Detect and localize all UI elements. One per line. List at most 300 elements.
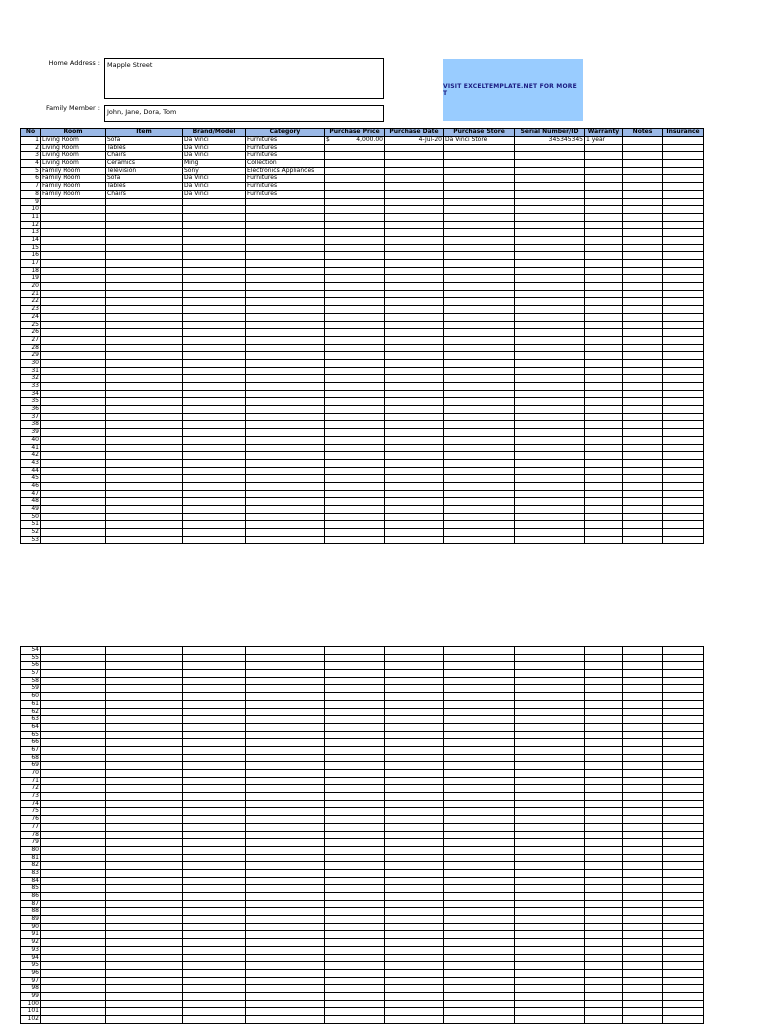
cell-date[interactable] [385,275,444,283]
cell-category[interactable] [246,916,325,924]
cell-brand[interactable] [183,306,246,314]
cell-no[interactable]: 36 [21,406,41,414]
cell-notes[interactable] [623,677,663,685]
cell-category[interactable] [246,275,325,283]
cell-category[interactable] [246,823,325,831]
cell-room[interactable] [41,647,106,655]
cell-brand[interactable] [183,513,246,521]
cell-store[interactable] [444,662,515,670]
cell-price[interactable] [325,467,385,475]
cell-serial[interactable] [515,723,585,731]
cell-no[interactable]: 81 [21,854,41,862]
cell-serial[interactable] [515,213,585,221]
cell-room[interactable]: Family Room [41,167,106,175]
cell-notes[interactable] [623,213,663,221]
cell-item[interactable] [106,662,183,670]
cell-date[interactable] [385,198,444,206]
cell-store[interactable] [444,267,515,275]
cell-price[interactable] [325,137,385,145]
cell-brand[interactable] [183,198,246,206]
cell-price[interactable] [325,359,385,367]
cell-store[interactable] [444,762,515,770]
cell-category[interactable] [246,198,325,206]
cell-category[interactable] [246,444,325,452]
cell-no[interactable]: 30 [21,359,41,367]
cell-insurance[interactable] [663,313,704,321]
cell-price[interactable] [325,969,385,977]
cell-price[interactable] [325,777,385,785]
cell-store[interactable] [444,367,515,375]
cell-item[interactable] [106,206,183,214]
cell-warranty[interactable] [585,885,623,893]
cell-no[interactable]: 29 [21,352,41,360]
cell-notes[interactable] [623,536,663,544]
cell-notes[interactable] [623,344,663,352]
cell-notes[interactable] [623,413,663,421]
cell-date[interactable] [385,693,444,701]
cell-serial[interactable] [515,429,585,437]
cell-serial[interactable] [515,375,585,383]
cell-brand[interactable] [183,421,246,429]
cell-room[interactable]: Family Room [41,183,106,191]
cell-notes[interactable] [623,777,663,785]
cell-item[interactable] [106,693,183,701]
cell-date[interactable] [385,152,444,160]
cell-serial[interactable] [515,490,585,498]
cell-serial[interactable] [515,336,585,344]
cell-warranty[interactable] [585,770,623,778]
cell-no[interactable]: 19 [21,275,41,283]
cell-serial[interactable] [515,823,585,831]
cell-price[interactable] [325,647,385,655]
cell-warranty[interactable] [585,306,623,314]
cell-date[interactable] [385,946,444,954]
cell-notes[interactable] [623,877,663,885]
cell-item[interactable] [106,406,183,414]
cell-serial[interactable] [515,190,585,198]
cell-insurance[interactable] [663,160,704,168]
cell-warranty[interactable] [585,916,623,924]
cell-item[interactable] [106,793,183,801]
cell-store[interactable] [444,677,515,685]
cell-insurance[interactable] [663,793,704,801]
cell-item[interactable] [106,670,183,678]
cell-insurance[interactable] [663,213,704,221]
cell-no[interactable]: 97 [21,977,41,985]
cell-insurance[interactable] [663,152,704,160]
cell-room[interactable] [41,467,106,475]
cell-store[interactable] [444,723,515,731]
cell-room[interactable] [41,816,106,824]
cell-store[interactable] [444,413,515,421]
cell-brand[interactable]: Da Vinci [183,144,246,152]
cell-notes[interactable] [623,969,663,977]
cell-store[interactable] [444,1000,515,1008]
column-header[interactable]: Brand/Model [183,129,246,137]
cell-room[interactable] [41,985,106,993]
cell-room[interactable] [41,770,106,778]
cell-warranty[interactable] [585,731,623,739]
cell-date[interactable] [385,670,444,678]
cell-no[interactable]: 84 [21,877,41,885]
cell-serial[interactable] [515,467,585,475]
cell-item[interactable] [106,977,183,985]
cell-notes[interactable] [623,444,663,452]
cell-date[interactable] [385,846,444,854]
cell-brand[interactable] [183,885,246,893]
cell-store[interactable] [444,475,515,483]
cell-notes[interactable] [623,167,663,175]
cell-serial[interactable] [515,931,585,939]
cell-warranty[interactable] [585,436,623,444]
cell-date[interactable] [385,383,444,391]
cell-notes[interactable] [623,244,663,252]
cell-warranty[interactable] [585,344,623,352]
cell-serial[interactable] [515,1008,585,1016]
cell-room[interactable] [41,529,106,537]
cell-serial[interactable] [515,923,585,931]
cell-warranty[interactable] [585,708,623,716]
cell-date[interactable] [385,413,444,421]
cell-category[interactable] [246,746,325,754]
cell-no[interactable]: 35 [21,398,41,406]
cell-date[interactable] [385,1016,444,1024]
cell-serial[interactable] [515,885,585,893]
cell-notes[interactable] [623,529,663,537]
cell-brand[interactable] [183,375,246,383]
cell-notes[interactable] [623,252,663,260]
cell-insurance[interactable] [663,885,704,893]
cell-item[interactable] [106,336,183,344]
cell-insurance[interactable] [663,962,704,970]
cell-warranty[interactable] [585,931,623,939]
cell-brand[interactable] [183,777,246,785]
cell-price[interactable] [325,839,385,847]
cell-warranty[interactable] [585,352,623,360]
cell-warranty[interactable] [585,1000,623,1008]
cell-store[interactable] [444,167,515,175]
cell-notes[interactable] [623,962,663,970]
cell-category[interactable] [246,490,325,498]
cell-brand[interactable] [183,252,246,260]
cell-price[interactable] [325,198,385,206]
cell-insurance[interactable] [663,452,704,460]
cell-date[interactable] [385,900,444,908]
cell-insurance[interactable] [663,923,704,931]
cell-no[interactable]: 51 [21,521,41,529]
cell-brand[interactable] [183,1008,246,1016]
cell-serial[interactable]: 345345345 [515,137,585,145]
cell-no[interactable]: 48 [21,498,41,506]
cell-serial[interactable] [515,275,585,283]
cell-room[interactable] [41,831,106,839]
cell-serial[interactable] [515,869,585,877]
cell-category[interactable] [246,885,325,893]
cell-no[interactable]: 20 [21,283,41,291]
cell-notes[interactable] [623,808,663,816]
cell-notes[interactable] [623,383,663,391]
cell-insurance[interactable] [663,252,704,260]
cell-category[interactable] [246,969,325,977]
cell-notes[interactable] [623,869,663,877]
cell-no[interactable]: 25 [21,321,41,329]
cell-price[interactable] [325,190,385,198]
cell-notes[interactable] [623,229,663,237]
cell-serial[interactable] [515,359,585,367]
cell-no[interactable]: 56 [21,662,41,670]
cell-notes[interactable] [623,160,663,168]
cell-room[interactable]: Family Room [41,175,106,183]
cell-store[interactable] [444,283,515,291]
cell-notes[interactable] [623,831,663,839]
cell-serial[interactable] [515,344,585,352]
cell-store[interactable] [444,206,515,214]
cell-store[interactable] [444,908,515,916]
cell-category[interactable] [246,413,325,421]
cell-warranty[interactable] [585,536,623,544]
cell-brand[interactable] [183,969,246,977]
cell-category[interactable] [246,754,325,762]
cell-notes[interactable] [623,283,663,291]
cell-room[interactable] [41,762,106,770]
cell-brand[interactable] [183,221,246,229]
cell-warranty[interactable] [585,854,623,862]
cell-brand[interactable] [183,275,246,283]
cell-warranty[interactable] [585,206,623,214]
cell-room[interactable] [41,344,106,352]
cell-no[interactable]: 100 [21,1000,41,1008]
cell-price[interactable] [325,183,385,191]
cell-price[interactable] [325,939,385,947]
cell-brand[interactable] [183,793,246,801]
cell-warranty[interactable] [585,700,623,708]
cell-category[interactable] [246,429,325,437]
cell-brand[interactable]: Da Vinci [183,137,246,145]
cell-category[interactable] [246,329,325,337]
cell-date[interactable] [385,375,444,383]
cell-item[interactable] [106,452,183,460]
cell-warranty[interactable] [585,877,623,885]
cell-store[interactable] [444,467,515,475]
cell-room[interactable] [41,213,106,221]
cell-notes[interactable] [623,513,663,521]
cell-insurance[interactable] [663,1016,704,1024]
cell-serial[interactable] [515,406,585,414]
cell-insurance[interactable] [663,762,704,770]
cell-insurance[interactable] [663,367,704,375]
cell-item[interactable]: Sofa [106,137,183,145]
cell-price[interactable] [325,306,385,314]
cell-notes[interactable] [623,452,663,460]
cell-item[interactable] [106,290,183,298]
cell-serial[interactable] [515,398,585,406]
cell-brand[interactable] [183,900,246,908]
cell-warranty[interactable] [585,452,623,460]
cell-item[interactable]: Sofa [106,175,183,183]
cell-brand[interactable] [183,754,246,762]
cell-price[interactable] [325,413,385,421]
cell-no[interactable]: 8 [21,190,41,198]
cell-serial[interactable] [515,654,585,662]
cell-serial[interactable] [515,506,585,514]
cell-room[interactable] [41,290,106,298]
cell-price[interactable] [325,770,385,778]
cell-no[interactable]: 77 [21,823,41,831]
cell-room[interactable] [41,916,106,924]
cell-category[interactable] [246,459,325,467]
cell-store[interactable] [444,869,515,877]
cell-insurance[interactable] [663,816,704,824]
cell-warranty[interactable] [585,329,623,337]
cell-serial[interactable] [515,229,585,237]
cell-no[interactable]: 24 [21,313,41,321]
cell-room[interactable] [41,662,106,670]
cell-brand[interactable]: Ming [183,160,246,168]
cell-no[interactable]: 58 [21,677,41,685]
cell-item[interactable] [106,236,183,244]
cell-category[interactable] [246,236,325,244]
cell-date[interactable] [385,536,444,544]
cell-date[interactable] [385,160,444,168]
cell-store[interactable] [444,939,515,947]
cell-serial[interactable] [515,893,585,901]
cell-item[interactable] [106,529,183,537]
cell-notes[interactable] [623,846,663,854]
cell-serial[interactable] [515,306,585,314]
cell-price[interactable] [325,654,385,662]
cell-category[interactable] [246,452,325,460]
cell-room[interactable] [41,654,106,662]
cell-room[interactable] [41,298,106,306]
cell-brand[interactable] [183,785,246,793]
cell-serial[interactable] [515,521,585,529]
cell-serial[interactable] [515,793,585,801]
cell-brand[interactable] [183,746,246,754]
cell-date[interactable] [385,854,444,862]
cell-warranty[interactable] [585,313,623,321]
cell-insurance[interactable] [663,869,704,877]
cell-date[interactable] [385,793,444,801]
cell-room[interactable] [41,398,106,406]
cell-insurance[interactable] [663,662,704,670]
cell-insurance[interactable] [663,383,704,391]
cell-item[interactable] [106,313,183,321]
cell-room[interactable] [41,244,106,252]
cell-price[interactable] [325,406,385,414]
cell-notes[interactable] [623,352,663,360]
cell-item[interactable] [106,506,183,514]
cell-brand[interactable] [183,931,246,939]
cell-price[interactable] [325,236,385,244]
cell-no[interactable]: 55 [21,654,41,662]
cell-no[interactable]: 68 [21,754,41,762]
cell-price[interactable] [325,662,385,670]
cell-store[interactable] [444,716,515,724]
cell-notes[interactable] [623,498,663,506]
cell-warranty[interactable] [585,398,623,406]
cell-category[interactable] [246,206,325,214]
cell-item[interactable] [106,808,183,816]
cell-no[interactable]: 102 [21,1016,41,1024]
cell-store[interactable] [444,977,515,985]
cell-no[interactable]: 38 [21,421,41,429]
column-header[interactable]: Room [41,129,106,137]
cell-no[interactable]: 31 [21,367,41,375]
cell-room[interactable] [41,931,106,939]
cell-no[interactable]: 54 [21,647,41,655]
cell-category[interactable] [246,762,325,770]
cell-store[interactable] [444,900,515,908]
cell-category[interactable] [246,900,325,908]
cell-brand[interactable] [183,413,246,421]
cell-date[interactable] [385,923,444,931]
column-header[interactable]: Warranty [585,129,623,137]
cell-insurance[interactable] [663,877,704,885]
cell-category[interactable] [246,816,325,824]
cell-store[interactable] [444,985,515,993]
cell-insurance[interactable] [663,1000,704,1008]
cell-room[interactable]: Living Room [41,152,106,160]
cell-no[interactable]: 10 [21,206,41,214]
cell-store[interactable] [444,190,515,198]
cell-item[interactable] [106,321,183,329]
cell-item[interactable] [106,429,183,437]
cell-brand[interactable] [183,452,246,460]
cell-no[interactable]: 101 [21,1008,41,1016]
cell-item[interactable] [106,221,183,229]
cell-insurance[interactable] [663,467,704,475]
cell-price[interactable] [325,731,385,739]
cell-notes[interactable] [623,716,663,724]
cell-price[interactable] [325,816,385,824]
cell-brand[interactable] [183,244,246,252]
cell-brand[interactable] [183,467,246,475]
cell-price[interactable] [325,283,385,291]
cell-price[interactable] [325,252,385,260]
cell-no[interactable]: 66 [21,739,41,747]
cell-brand[interactable] [183,708,246,716]
cell-category[interactable]: Furnitures [246,183,325,191]
cell-warranty[interactable] [585,167,623,175]
cell-item[interactable] [106,900,183,908]
cell-date[interactable] [385,831,444,839]
cell-date[interactable] [385,452,444,460]
cell-serial[interactable] [515,746,585,754]
cell-date[interactable] [385,406,444,414]
cell-notes[interactable] [623,137,663,145]
cell-insurance[interactable] [663,946,704,954]
cell-category[interactable] [246,862,325,870]
cell-warranty[interactable] [585,816,623,824]
cell-room[interactable] [41,536,106,544]
cell-store[interactable] [444,160,515,168]
cell-store[interactable] [444,436,515,444]
cell-price[interactable] [325,670,385,678]
cell-brand[interactable] [183,862,246,870]
cell-category[interactable] [246,785,325,793]
cell-serial[interactable] [515,160,585,168]
cell-notes[interactable] [623,267,663,275]
cell-category[interactable]: Electronics Appliances [246,167,325,175]
cell-brand[interactable] [183,398,246,406]
cell-store[interactable] [444,260,515,268]
cell-date[interactable] [385,862,444,870]
cell-insurance[interactable] [663,839,704,847]
cell-room[interactable] [41,436,106,444]
cell-item[interactable] [106,969,183,977]
cell-room[interactable] [41,421,106,429]
cell-date[interactable] [385,816,444,824]
